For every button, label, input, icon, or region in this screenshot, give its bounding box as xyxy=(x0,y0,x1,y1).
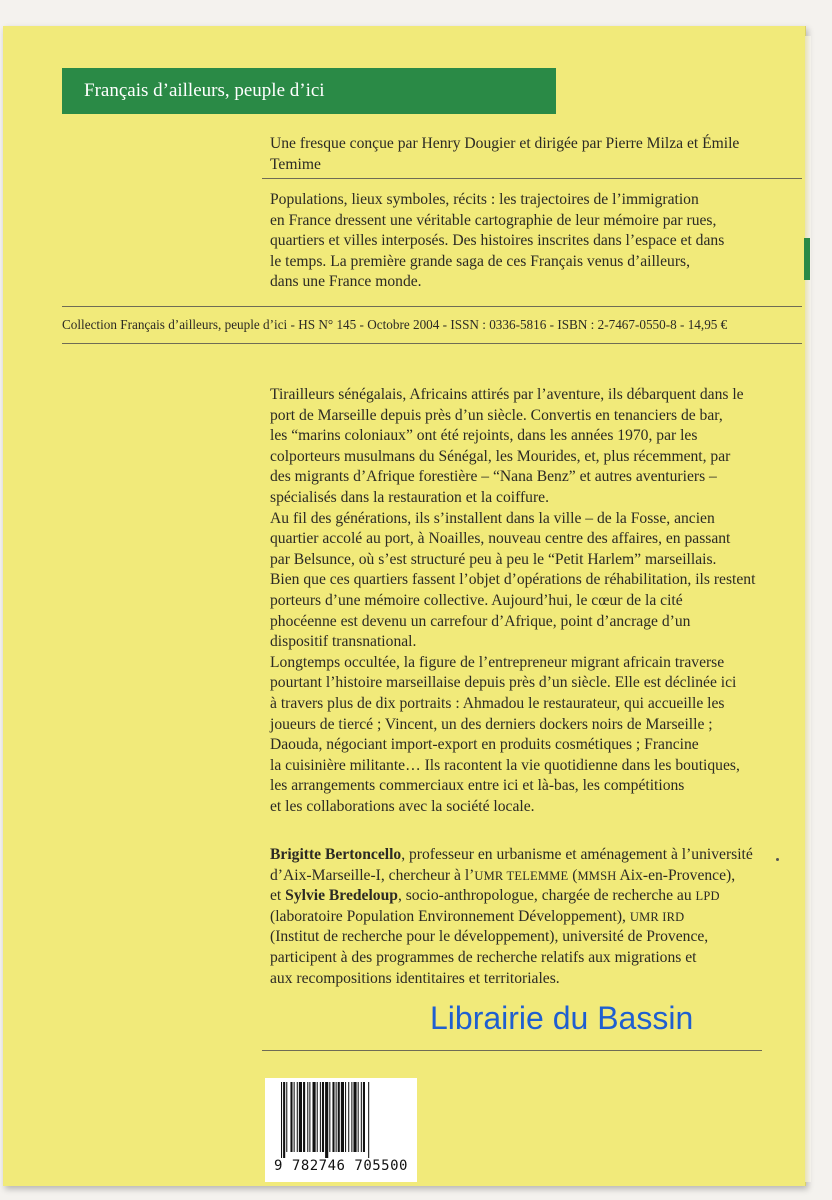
barcode-bar xyxy=(317,1082,318,1152)
summary-line: le temps. La première grande saga de ces Français venus d’ailleurs, xyxy=(270,252,690,270)
bio-text: UMR TELEMME xyxy=(474,868,569,883)
bio-line: (Institut de recherche pour le développement), université de Provence, xyxy=(270,928,709,946)
barcode-bar xyxy=(348,1082,349,1152)
barcode-digits: 9 782746 705500 xyxy=(274,1158,408,1174)
body-line: quartier accolé au port, à Noailles, nouveau centre des affaires, en passant xyxy=(270,530,731,548)
body-line: les “marins coloniaux” ont été rejoints, dans les années 1970, par les xyxy=(270,427,698,445)
bio-text: MMSH xyxy=(577,868,617,883)
body-line: par Belsunce, où s’est structuré peu à peu le “Petit Harlem” marseillais. xyxy=(270,550,717,568)
body-line: Bien que ces quartiers fassent l’objet d’opérations de réhabilitation, ils restent xyxy=(270,571,756,589)
summary-line: en France dressent une véritable cartographie de leur mémoire par rues, xyxy=(270,211,717,229)
barcode-bar xyxy=(297,1082,298,1152)
bio-text: (laboratoire Population Environnement Développement), xyxy=(270,907,630,925)
bio-line xyxy=(270,866,792,887)
body-text xyxy=(270,385,792,817)
divider-rule-3 xyxy=(62,343,802,344)
bio-text: et xyxy=(270,887,286,905)
bio-text: Aix-en-Provence), xyxy=(616,866,736,884)
barcode-bar xyxy=(294,1082,295,1152)
body-line: et les collaborations avec la société locale. xyxy=(270,797,535,815)
body-line: Au fil des générations, ils s’installent dans la ville – de la Fosse, ancien xyxy=(270,509,715,527)
cover-edge-shadow xyxy=(805,36,811,1182)
barcode-bar xyxy=(336,1082,337,1152)
barcode xyxy=(265,1078,417,1182)
barcode-bar xyxy=(313,1082,316,1152)
barcode-bar xyxy=(368,1082,369,1158)
barcode-bar xyxy=(353,1082,356,1152)
body-line: dispositif transnational. xyxy=(270,633,417,651)
barcode-bar xyxy=(329,1082,330,1152)
bio-text: LPD xyxy=(695,889,720,904)
bio-line: aux recompositions identitaires et territoriales. xyxy=(270,969,560,987)
bio-text: , socio-anthropologue, chargée de recherche au xyxy=(397,887,696,905)
divider-rule-1 xyxy=(262,178,802,179)
bio-line xyxy=(270,907,792,928)
intro-text: Une fresque conçue par Henry Dougier et dirigée par Pierre Milza et Émile Temime xyxy=(270,135,740,173)
barcode-bar xyxy=(338,1082,340,1152)
barcode-bar xyxy=(345,1082,346,1152)
body-line: phocéenne est devenu un carrefour d’Afrique, point d’ancrage d’un xyxy=(270,612,691,630)
body-line: Longtemps occultée, la figure de l’entrepreneur migrant africain traverse xyxy=(270,653,725,671)
barcode-bar xyxy=(325,1082,328,1158)
barcode-bar xyxy=(361,1082,362,1152)
body-line: des migrants d’Afrique forestière – “Nana Benz” et autres aventuriers – xyxy=(270,468,717,486)
summary-line: dans une France monde. xyxy=(270,273,422,291)
summary-text xyxy=(270,190,790,293)
green-edge-marker xyxy=(804,238,810,280)
barcode-bar xyxy=(299,1082,302,1152)
barcode-bar xyxy=(281,1082,282,1158)
body-line: spécialisés dans la restauration et la coiffure. xyxy=(270,488,549,506)
bio-line xyxy=(270,886,792,907)
divider-rule-2 xyxy=(62,306,802,307)
author-bio xyxy=(270,845,792,989)
body-line: port de Marseille depuis près d’un siècle. Convertis en tenanciers de bar, xyxy=(270,406,723,424)
barcode-bar xyxy=(290,1082,292,1152)
barcode-bar xyxy=(303,1082,305,1152)
barcode-bar xyxy=(320,1082,321,1152)
barcode-bar xyxy=(307,1082,308,1152)
body-line: Daouda, négociant import-export en produits cosmétiques ; Francine xyxy=(270,736,699,754)
barcode-bar xyxy=(351,1082,352,1152)
barcode-bar xyxy=(358,1082,359,1152)
author-name: Sylvie Bredeloup xyxy=(285,887,398,905)
body-line: à travers plus de dix portraits : Ahmadou le restaurateur, qui accueille les xyxy=(270,694,725,712)
barcode-bar xyxy=(363,1082,365,1152)
bio-line: participent à des programmes de recherche relatifs aux migrations et xyxy=(270,948,697,966)
barcode-bar xyxy=(341,1082,344,1152)
bio-text: d’Aix-Marseille-I, chercheur à l’ xyxy=(270,866,475,884)
barcode-bar xyxy=(332,1082,334,1152)
barcode-bar xyxy=(286,1082,287,1152)
barcode-bar xyxy=(283,1082,285,1158)
bio-text: UMR IRD xyxy=(629,909,685,924)
divider-rule-4 xyxy=(262,1050,762,1051)
barcode-bars xyxy=(265,1078,417,1158)
collection-isbn-line: Collection Français d’ailleurs, peuple d’ici - HS N° 145 - Octobre 2004 - ISSN : 0336-5816 - ISBN : 2-7467-0550-8 - 14,95 € xyxy=(62,317,728,332)
body-line: colporteurs musulmans du Sénégal, les Mourides, et, plus récemment, par xyxy=(270,447,731,465)
collection-title-banner: Français d’ailleurs, peuple d’ici xyxy=(62,68,556,114)
body-line: les arrangements commerciaux entre ici et là-bas, les compétitions xyxy=(270,777,685,795)
barcode-bar xyxy=(322,1082,324,1152)
summary-line: quartiers et villes interposés. Des histoires inscrites dans l’espace et dans xyxy=(270,232,725,250)
summary-line: Populations, lieux symboles, récits : les trajectoires de l’immigration xyxy=(270,191,699,208)
bio-text: ( xyxy=(568,866,578,884)
body-line: joueurs de tiercé ; Vincent, un des derniers dockers noirs de Marseille ; xyxy=(270,715,713,733)
barcode-bar xyxy=(309,1082,310,1152)
bio-text: , professeur en urbanisme et aménagement à l’université xyxy=(401,846,753,863)
bio-line xyxy=(270,845,792,866)
body-line: porteurs d’une mémoire collective. Aujourd’hui, le cœur de la cité xyxy=(270,591,683,609)
bookseller-watermark: Librairie du Bassin xyxy=(430,1000,694,1036)
body-line: Tirailleurs sénégalais, Africains attirés par l’aventure, ils débarquent dans le xyxy=(270,386,744,403)
body-line: la cuisinière militante… Ils racontent la vie quotidienne dans les boutiques, xyxy=(270,756,740,774)
author-name: Brigitte Bertoncello xyxy=(270,846,402,863)
body-line: pourtant l’histoire marseillaise depuis près d’un siècle. Elle est déclinée ici xyxy=(270,674,737,692)
